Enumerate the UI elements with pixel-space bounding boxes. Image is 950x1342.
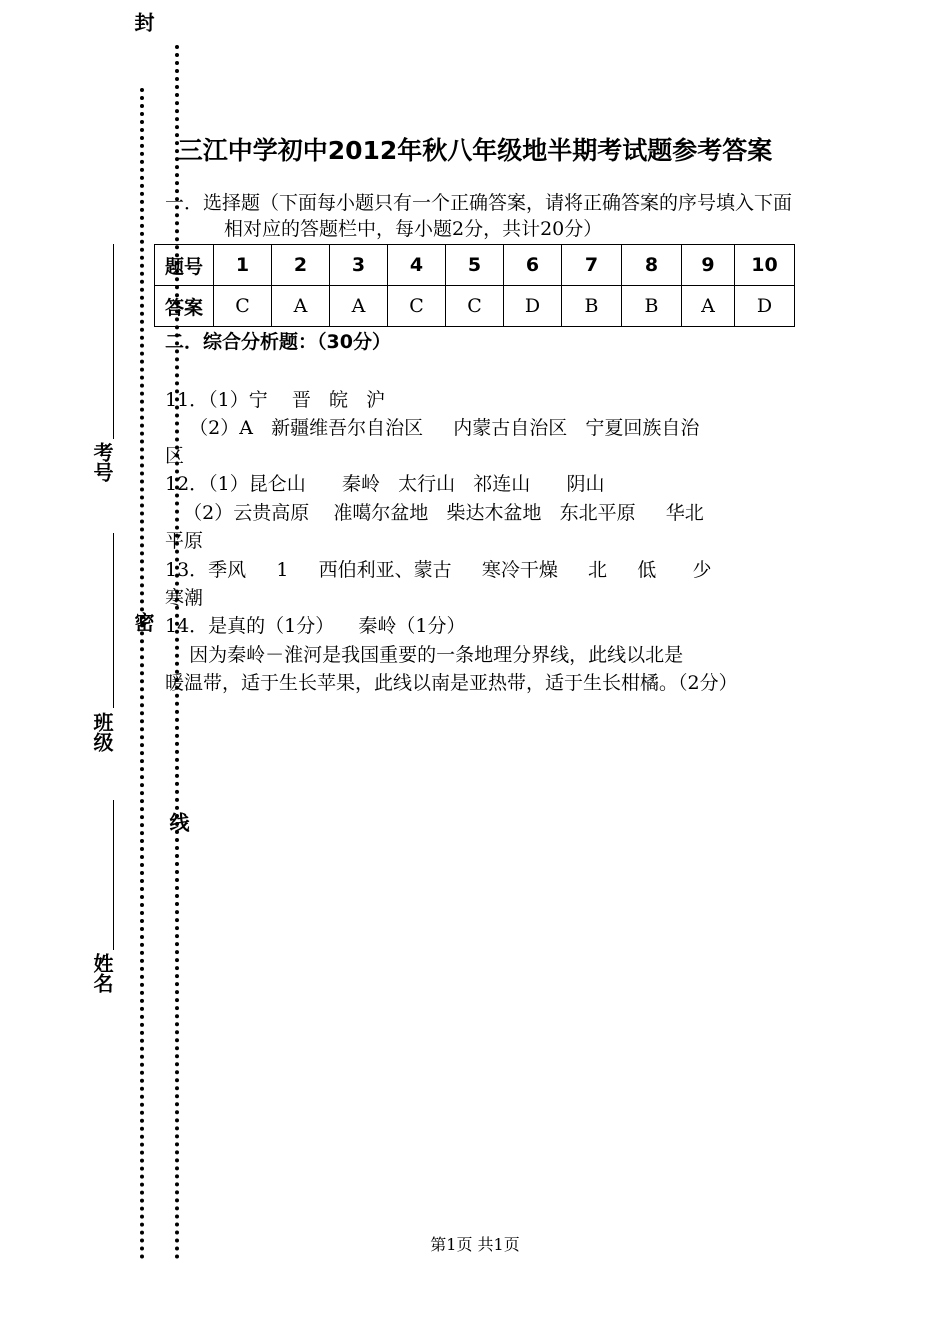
answer-line: 暖温带，适于生长苹果，此线以南是亚热带，适于生长柑橘。（2分） xyxy=(165,672,738,694)
answer-cell: D xyxy=(735,286,795,327)
answer-line: 寒潮 xyxy=(165,587,204,609)
class-label: 班级 xyxy=(90,712,114,752)
answer-line: 12．（1）昆仑山 秦岭 太行山 祁连山 阴山 xyxy=(165,473,605,495)
answer-line: （2）A 新疆维吾尔自治区 内蒙古自治区 宁夏回族自治 xyxy=(165,417,700,439)
answer-cell: B xyxy=(562,286,622,327)
row-header-answer: 答案 xyxy=(155,286,214,327)
answer-cell: B xyxy=(622,286,682,327)
number-cell: 2 xyxy=(272,245,330,286)
answer-line: 11．（1）宁 晋 皖 沪 xyxy=(165,389,386,411)
row-header-number: 题号 xyxy=(155,245,214,286)
number-cell: 10 xyxy=(735,245,795,286)
student-id-blank xyxy=(113,244,114,439)
answer-line: （2）云贵高原 准噶尔盆地 柴达木盆地 东北平原 华北 xyxy=(165,502,704,524)
answer-line: 13．季风 1 西伯利亚、蒙古 寒冷干燥 北 低 少 xyxy=(165,559,712,581)
answer-cell: C xyxy=(214,286,272,327)
answer-cell: C xyxy=(388,286,446,327)
binding-dotted-line-outer xyxy=(140,88,144,1260)
number-cell: 9 xyxy=(682,245,735,286)
section1-instructions-line1: 一．选择题（下面每小题只有一个正确答案，请将正确答案的序号填入下面 xyxy=(165,192,793,214)
answer-line: 平原 xyxy=(165,530,204,552)
name-blank xyxy=(113,800,114,950)
class-blank xyxy=(113,533,114,708)
section2-heading: 二．综合分析题：（30分） xyxy=(165,331,391,353)
answer-cell: A xyxy=(682,286,735,327)
name-label: 姓名 xyxy=(90,953,114,993)
number-cell: 3 xyxy=(330,245,388,286)
question-number-row xyxy=(155,245,795,286)
number-cell: 6 xyxy=(504,245,562,286)
number-cell: 1 xyxy=(214,245,272,286)
answer-line: 因为秦岭－淮河是我国重要的一条地理分界线，此线以北是 xyxy=(165,644,684,666)
page-title: 三江中学初中2012年秋八年级地半期考试题参考答案 xyxy=(177,136,773,165)
number-cell: 4 xyxy=(388,245,446,286)
answer-line: 14．是真的（1分） 秦岭（1分） xyxy=(165,615,466,637)
answer-table xyxy=(154,244,795,327)
answer-line: 区 xyxy=(165,445,185,467)
number-cell: 7 xyxy=(562,245,622,286)
answer-cell: C xyxy=(446,286,504,327)
number-cell: 5 xyxy=(446,245,504,286)
mi-label: 密 xyxy=(131,612,155,632)
answer-cell: D xyxy=(504,286,562,327)
student-id-label: 考号 xyxy=(90,442,114,482)
number-cell: 8 xyxy=(622,245,682,286)
page-footer: 第1页 共1页 xyxy=(430,1235,520,1254)
answer-row xyxy=(155,286,795,327)
seal-label: 封 xyxy=(131,12,155,32)
answer-cell: A xyxy=(330,286,388,327)
answer-cell: A xyxy=(272,286,330,327)
section1-instructions-line2: 相对应的答题栏中，每小题2分，共计20分） xyxy=(224,218,603,240)
xian-label: 线 xyxy=(166,812,190,832)
